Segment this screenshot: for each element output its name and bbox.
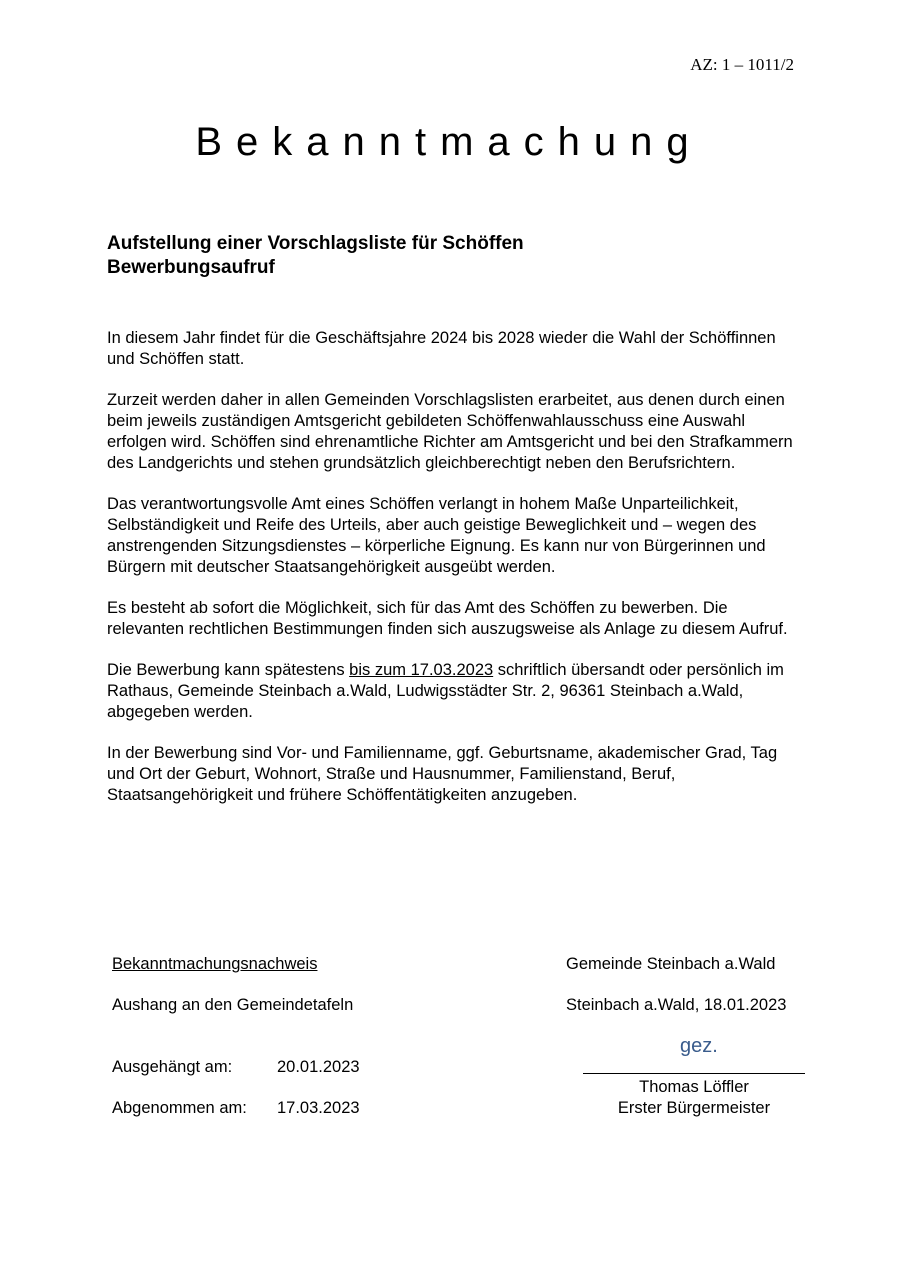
paragraph-3: Das verantwortungsvolle Amt eines Schöffen verlangt in hohem Maße Unparteilichkeit, Selbständigkeit und Reife des Urteils, aber auch geistige Beweglichkeit und – wegen des anstrengenden Sitzungsdienstes – körperliche Eignung. Es kann nur von Bürgerinnen und Bürgern mit deutscher Staatsangehörigkeit ausgeübt werden. <box>107 495 766 576</box>
removed-date: 17.03.2023 <box>277 1099 360 1117</box>
paragraph-5 <box>107 660 797 723</box>
removed-label: Abgenommen am: <box>112 1099 247 1117</box>
paragraph-5-start: Die Bewerbung kann spätestens <box>107 661 350 679</box>
removed-row <box>112 1099 360 1118</box>
posted-label: Ausgehängt am: <box>112 1058 233 1076</box>
posted-row <box>112 1058 360 1077</box>
place-date: Steinbach a.Wald, 18.01.2023 <box>566 996 787 1014</box>
paragraph-4: Es besteht ab sofort die Möglichkeit, sich für das Amt des Schöffen zu bewerben. Die relevanten rechtlichen Bestimmungen finden sich auszugsweise als Anlage zu diesem Aufruf. <box>107 599 788 638</box>
proof-heading: Bekanntmachungsnachweis <box>112 955 318 973</box>
posted-date: 20.01.2023 <box>277 1058 360 1076</box>
signature-line <box>583 1073 805 1074</box>
subheading-call: Bewerbungsaufruf <box>107 257 275 278</box>
signer-name: Thomas Löffler <box>639 1078 749 1096</box>
paragraph-1: In diesem Jahr findet für die Geschäftsjahre 2024 bis 2028 wieder die Wahl der Schöffinnen und Schöffen statt. <box>107 329 776 368</box>
paragraph-6: In der Bewerbung sind Vor- und Familienname, ggf. Geburtsname, akademischer Grad, Tag und Ort der Geburt, Wohnort, Straße und Hausnummer, Familienstand, Beruf, Staatsangehörigkeit und frühere Schöffentätigkeiten anzugeben. <box>107 744 778 804</box>
signer-role: Erster Bürgermeister <box>617 1099 771 1117</box>
authority-name: Gemeinde Steinbach a.Wald <box>566 955 776 973</box>
deadline: bis zum 17.03.2023 <box>349 661 494 679</box>
posting-note: Aushang an den Gemeindetafeln <box>112 996 354 1014</box>
document-title: Bekanntmachung <box>195 120 703 164</box>
signature-mark: gez. <box>680 1035 718 1057</box>
paragraph-5-end: schriftlich übersandt oder persönlich im Rathaus, Gemeinde Steinbach a.Wald, Ludwigsstädter Str. 2, 96361 Steinbach a.Wald, abgegeben werden. <box>107 661 784 721</box>
reference-number: AZ: 1 – 1011/2 <box>690 55 794 74</box>
subheading-topic: Aufstellung einer Vorschlagsliste für Schöffen <box>107 233 524 254</box>
paragraph-2: Zurzeit werden daher in allen Gemeinden Vorschlagslisten erarbeitet, aus denen durch einen beim jeweils zuständigen Amtsgericht gebildeten Schöffenwahlausschuss eine Auswahl erfolgen wird. Schöffen sind ehrenamtliche Richter am Amtsgericht und bei den Strafkammern des Landgerichts und stehen grundsätzlich gleichberechtigt neben den Berufsrichtern. <box>107 391 793 472</box>
body-text <box>107 328 797 826</box>
